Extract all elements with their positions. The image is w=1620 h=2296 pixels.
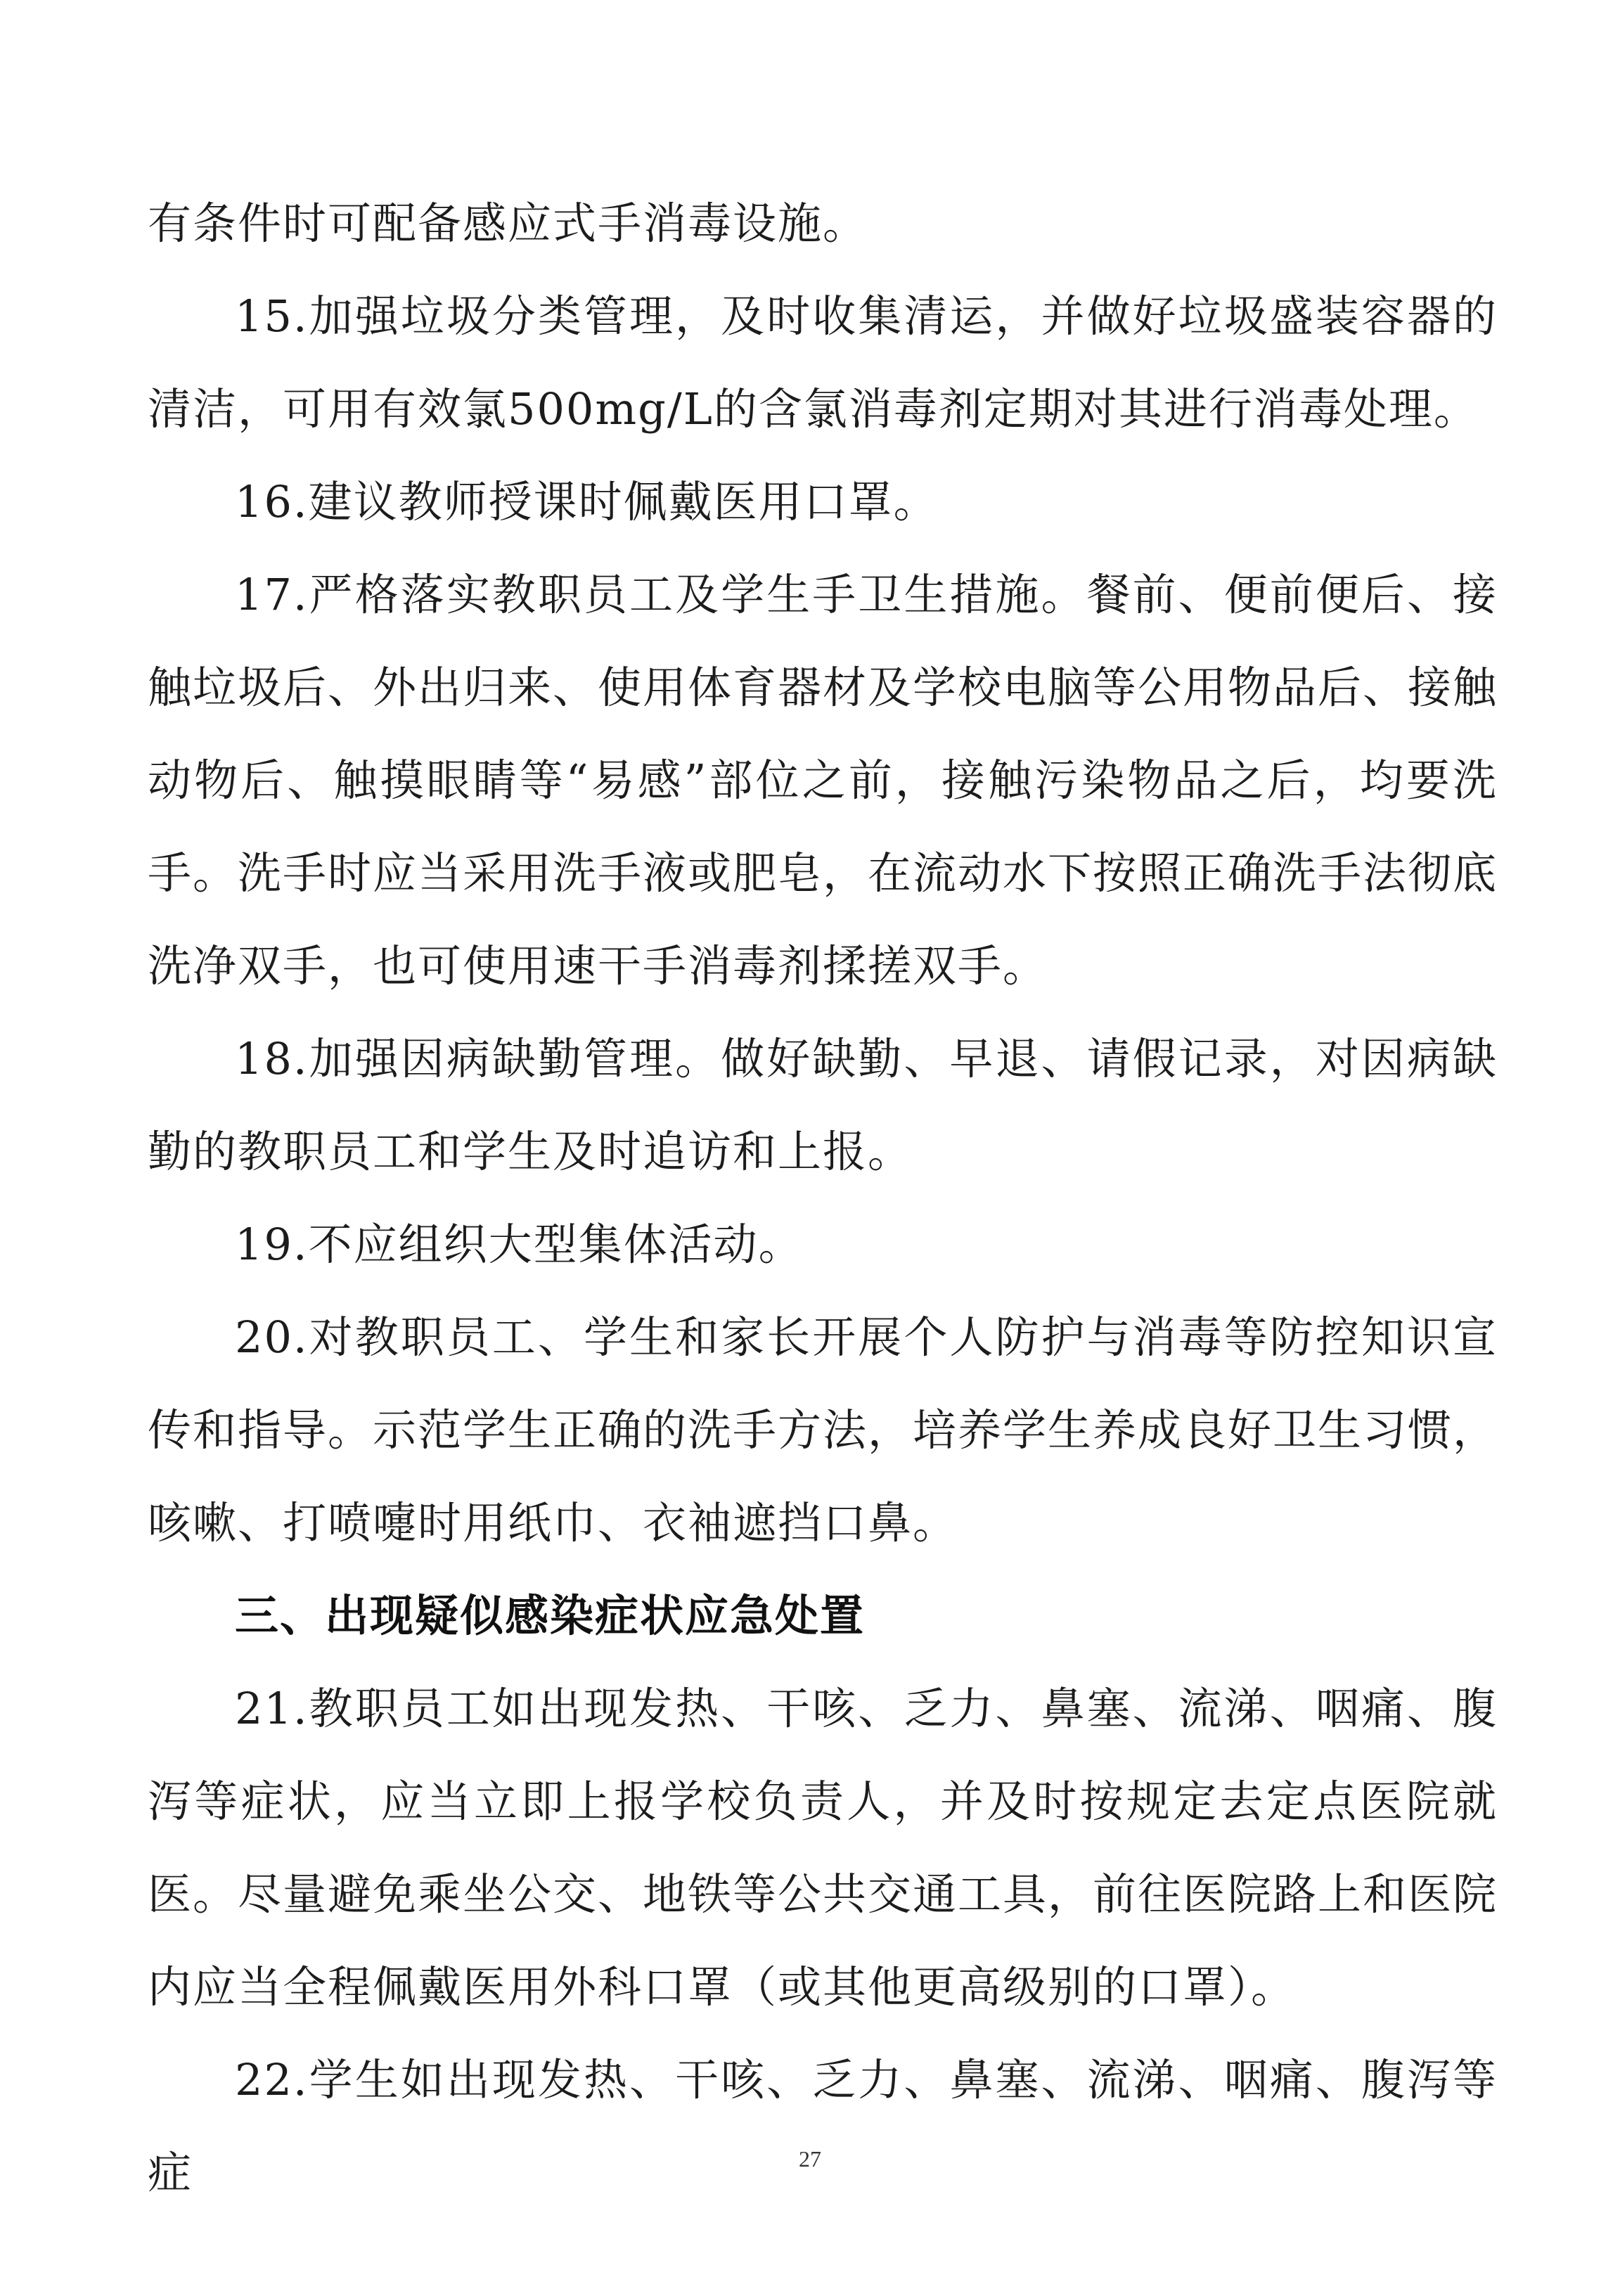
paragraph-item-18: 18.加强因病缺勤管理。做好缺勤、早退、请假记录，对因病缺勤的教职员工和学生及时追访和上报。 bbox=[148, 1033, 1498, 1177]
page-number: 27 bbox=[799, 2146, 821, 2172]
paragraph-item-15: 15.加强垃圾分类管理，及时收集清运，并做好垃圾盛装容器的清洁，可用有效氯500mg/L的含氯消毒剂定期对其进行消毒处理。 bbox=[148, 290, 1498, 435]
document-body bbox=[148, 177, 1498, 2219]
paragraph-item-21: 21.教职员工如出现发热、干咳、乏力、鼻塞、流涕、咽痛、腹泻等症状，应当立即上报学校负责人，并及时按规定去定点医院就医。尽量避免乘坐公交、地铁等公共交通工具，前往医院路上和医院内应当全程佩戴医用外科口罩（或其他更高级别的口罩）。 bbox=[148, 1683, 1498, 2013]
paragraph-item-19: 19.不应组织大型集体活动。 bbox=[235, 1219, 804, 1270]
paragraph-item-22: 22.学生如出现发热、干咳、乏力、鼻塞、流涕、咽痛、腹泻等症 bbox=[148, 2054, 1498, 2198]
paragraph-item-17: 17.严格落实教职员工及学生手卫生措施。餐前、便前便后、接触垃圾后、外出归来、使用体育器材及学校电脑等公用物品后、接触动物后、触摸眼睛等“易感”部位之前，接触污染物品之后，均要洗手。洗手时应当采用洗手液或肥皂，在流动水下按照正确洗手法彻底洗净双手，也可使用速干手消毒剂揉搓双手。 bbox=[148, 569, 1498, 992]
paragraph-item-20: 20.对教职员工、学生和家长开展个人防护与消毒等防控知识宣传和指导。示范学生正确的洗手方法，培养学生养成良好卫生习惯，咳嗽、打喷嚏时用纸巾、衣袖遮挡口鼻。 bbox=[148, 1311, 1498, 1548]
paragraph-continuation: 有条件时可配备感应式手消毒设施。 bbox=[148, 198, 868, 249]
paragraph-item-16: 16.建议教师授课时佩戴医用口罩。 bbox=[235, 476, 939, 527]
section-heading: 三、出现疑似感染症状应急处置 bbox=[235, 1590, 866, 1641]
